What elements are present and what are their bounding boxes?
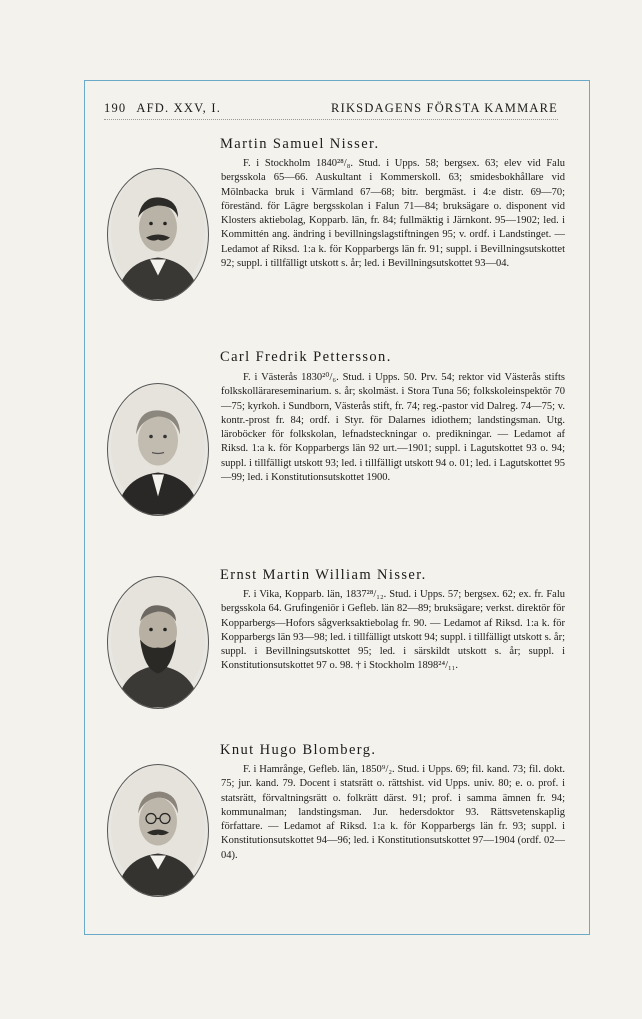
portrait-bearded-man-icon (108, 577, 208, 708)
portrait-photo (107, 383, 209, 516)
running-header (104, 101, 558, 116)
person-name: Martin Samuel Nisser. (220, 136, 380, 152)
portrait-photo (107, 764, 209, 897)
person-name: Carl Fredrik Pettersson. (220, 349, 392, 365)
portrait-man-mustache-icon (108, 169, 208, 300)
running-title: RIKSDAGENS FÖRSTA KAMMARE (331, 101, 558, 115)
person-name: Ernst Martin William Nisser. (220, 567, 427, 583)
portrait-photo (107, 576, 209, 709)
person-biography: F. i Västerås 1830²⁰/₆. Stud. i Upps. 50. Prv. 54; rektor vid Västerås stifts folkskollärareseminarium. s. år; skolmäst. i Stora Tuna 56; folkskoleinspektör 70—75; kyrkoh. i Sundborn, Västerås stift, fr. 74; reg.-pastor vid Dalreg. 74—75; v. kontr.-prost fr. 84; ordf. i Styr. för Dalarnes idiothem; landstingsman. Utg. läroböcker för folkskolan, lefnadsteckningar o. predikningar. — Ledamot af Riksd. 1:a k. för Kopparbergs län 92 urt.—1901; suppl. i Lagutskottet 93 o. 94; suppl. i tillfälligt utskott 93; led. i tillfälligt utskott 94 o. 01; led. i Lagutskottet 95—99; led. i Konstitutionsutskottet 1900. (221, 372, 565, 484)
person-name: Knut Hugo Blomberg. (220, 742, 377, 758)
person-biography: F. i Vika, Kopparb. län, 1837²⁸/₁₂. Stud. i Upps. 57; bergsex. 62; ex. fr. Falu bergsskola 64. Grufingeniör i Gefleb. län 82—89; bruksägare; verkst. direktör för Kopparbergs—Hofors sågverksaktiebolag fr. 90. — Ledamot af Riksd. 1:a k. för Kopparbergs län 93—98; led. i tillfälligt utskott 94; suppl. i tillfälligt utskott s. år; suppl. i Bevillningsutskottet 95; led. i särskildt utskott s. år; suppl. i Konstitutionsutskottet 97 o. 98. † i Stockholm 1898²⁴/₁₁. (221, 589, 565, 672)
person-biography: F. i Stockholm 1840²⁸/₈. Stud. i Upps. 58; bergsex. 63; elev vid Falu bergsskola 65—66. Auskultant i Kommerskoll. 63; smidesbokhållare vid Mölnbacka bruk i Värmland 67—68; bitr. bergmäst. i 4:e distr. 69—70; föreständ. för Lägre bergsskolan i Falun 71—84; bruksägare o. disponent vid Klosters aktiebolag, Kopparb. län, fr. 84; fullmäktig i Järnkont. 95—1902; led. i Kommittén ang. ändring i bevillningslagstiftningen 95; v. ordf. i Landstinget. — Ledamot af Riksd. 1:a k. för Kopparbergs län fr. 91; suppl. i Bevillningsutskottet 92; suppl. i tillfälligt utskott s. år; led. i Bevillningsutskottet 93—04. (221, 158, 565, 270)
header-rule (104, 119, 558, 120)
person-biography: F. i Hamrånge, Gefleb. län, 1850⁹/₂. Stud. i Upps. 69; fil. kand. 73; fil. dokt. 75; jur. kand. 79. Docent i statsrätt o. rättshist. vid Upps. univ. 80; e. o. prof. i statsrätt, förvaltningsrätt o. folkrätt därst. 91; prof. i samma ämnen fr. 94; kommunalman; landstingsman. Jur. hedersdoktor 93. Rättsvetenskaplig författare. — Ledamot af Riksd. 1:a k. för Kopparbergs län fr. 93; suppl. i Konstitutionsutskottet 94—96; led. i Konstitutionsutskottet 97—1904 (ordf. 02—04). (221, 764, 565, 861)
page-number: 190 (104, 101, 127, 115)
portrait-clergyman-icon (108, 384, 208, 515)
portrait-man-glasses-icon (108, 765, 208, 896)
portrait-photo (107, 168, 209, 301)
section-label: AFD. XXV, I. (136, 101, 222, 115)
